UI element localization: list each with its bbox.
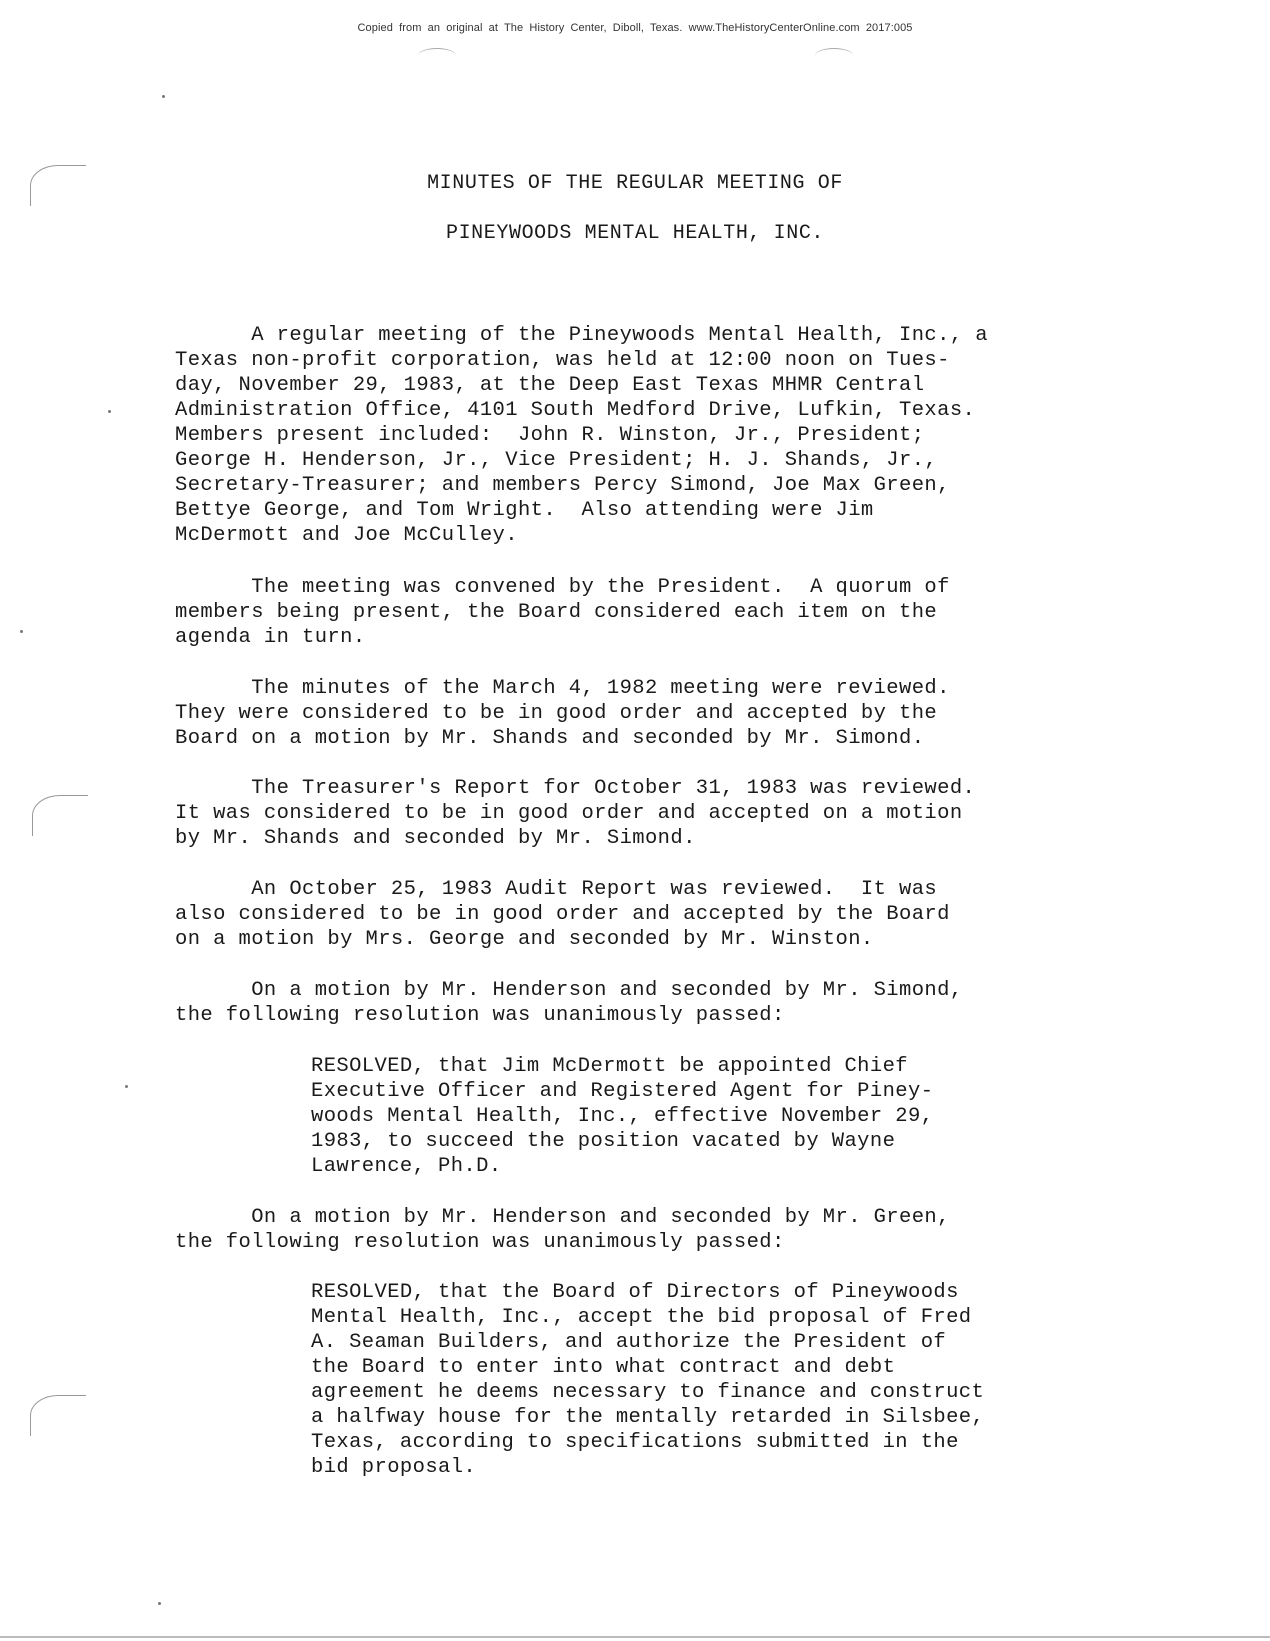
scan-edge bbox=[0, 1636, 1270, 1638]
punch-hole-mark bbox=[30, 1395, 86, 1436]
paragraph-audit-report: An October 25, 1983 Audit Report was reviewed. It was also considered to be in good order and accepted by the Board on a motion by Mrs. George and seconded by Mr. Winston. bbox=[175, 878, 950, 951]
paragraph-treasurer-report: The Treasurer's Report for October 31, 1983 was reviewed. It was considered to be in good order and accepted on a motion by Mr. Shands and seconded by Mr. Simond. bbox=[175, 777, 976, 850]
scan-speck bbox=[125, 1085, 128, 1088]
archive-copy-note: Copied from an original at The History Center, Diboll, Texas. www.TheHistoryCenterOnline.com 2017:005 bbox=[357, 22, 913, 34]
scan-mark bbox=[815, 48, 853, 63]
paragraph-quorum: The meeting was convened by the President. A quorum of members being present, the Board considered each item on the agenda in turn. bbox=[175, 576, 950, 649]
scan-mark bbox=[418, 48, 456, 63]
scan-speck bbox=[158, 1602, 161, 1605]
document-title-line-2: PINEYWOODS MENTAL HEALTH, INC. bbox=[445, 222, 825, 245]
resolution-ceo-appointment: RESOLVED, that Jim McDermott be appointed Chief Executive Officer and Registered Agent for Piney- woods Mental Health, Inc., effective November 29, 1983, to succeed the position vacated by Wayne Lawrence, Ph.D. bbox=[311, 1055, 934, 1178]
paragraph-meeting-details: A regular meeting of the Pineywoods Mental Health, Inc., a Texas non-profit corporation, was held at 12:00 noon on Tues- day, November 29, 1983, at the Deep East Texas MHMR Central Administration Office, 4101 South Medford Drive, Lufkin, Texas. Members present included: John R. Winston, Jr., President; George H. Henderson, Jr., Vice President; H. J. Shands, Jr., Secretary-Treasurer; and members Percy Simond, Joe Max Green, Bettye George, and Tom Wright. Also attending were Jim McDermott and Joe McCulley. bbox=[175, 324, 988, 547]
scan-speck bbox=[162, 95, 165, 98]
punch-hole-mark bbox=[32, 795, 88, 836]
scan-speck bbox=[108, 410, 111, 413]
document-title-line-1: MINUTES OF THE REGULAR MEETING OF bbox=[427, 172, 843, 195]
paragraph-motion-2: On a motion by Mr. Henderson and seconded by Mr. Green, the following resolution was unanimously passed: bbox=[175, 1206, 950, 1254]
paragraph-minutes-review: The minutes of the March 4, 1982 meeting were reviewed. They were considered to be in good order and accepted by the Board on a motion by Mr. Shands and seconded by Mr. Simond. bbox=[175, 677, 950, 750]
scan-speck bbox=[20, 630, 23, 633]
resolution-bid-proposal: RESOLVED, that the Board of Directors of Pineywoods Mental Health, Inc., accept the bid proposal of Fred A. Seaman Builders, and authorize the President of the Board to enter into what contract and debt agreement he deems necessary to finance and construct a halfway house for the mentally retarded in Silsbee, Texas, according to specifications submitted in the bid proposal. bbox=[311, 1281, 985, 1479]
paragraph-motion-1: On a motion by Mr. Henderson and seconded by Mr. Simond, the following resolution was unanimously passed: bbox=[175, 979, 963, 1027]
